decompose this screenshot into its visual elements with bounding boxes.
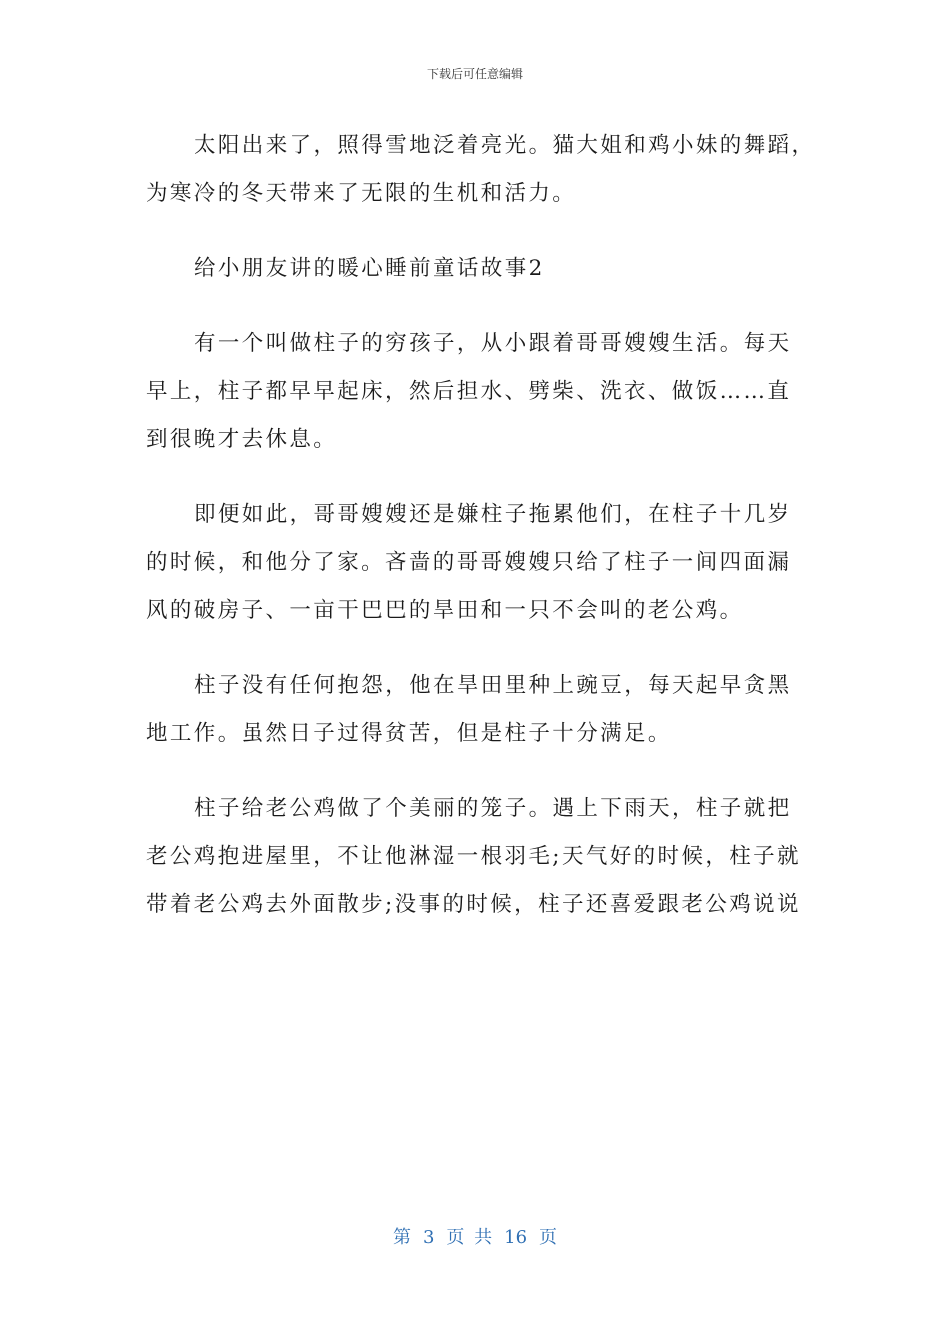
document-body <box>146 122 816 929</box>
text-line: 即便如此，哥哥嫂嫂还是嫌柱子拖累他们，在柱子十几岁 <box>194 502 792 527</box>
paragraph-4 <box>146 662 806 758</box>
text-line: 有一个叫做柱子的穷孩子，从小跟着哥哥嫂嫂生活。每天 <box>194 331 792 356</box>
page-label-middle: 页 共 <box>446 1227 493 1248</box>
paragraph-5 <box>146 785 806 929</box>
page-number: 3 <box>422 1227 435 1248</box>
text-line: 太阳出来了，照得雪地泛着亮光。猫大姐和鸡小妹的舞蹈， <box>194 133 816 158</box>
page-footer <box>0 1226 950 1250</box>
text-line: 的时候，和他分了家。吝啬的哥哥嫂嫂只给了柱子一间四面漏 <box>146 550 792 575</box>
section-title <box>146 245 806 293</box>
text-line: 带着老公鸡去外面散步;没事的时候，柱子还喜爱跟老公鸡说说 <box>146 892 801 917</box>
page-label-suffix: 页 <box>539 1227 558 1248</box>
paragraph-2 <box>146 320 806 464</box>
text-line: 早上，柱子都早早起床，然后担水、劈柴、洗衣、做饭……直 <box>146 379 792 404</box>
text-line: 到很晚才去休息。 <box>146 427 338 452</box>
total-pages: 16 <box>504 1227 528 1248</box>
text-line: 柱子给老公鸡做了个美丽的笼子。遇上下雨天，柱子就把 <box>194 796 792 821</box>
paragraph-3 <box>146 491 806 635</box>
text-line: 风的破房子、一亩干巴巴的旱田和一只不会叫的老公鸡。 <box>146 598 744 623</box>
text-line: 老公鸡抱进屋里，不让他淋湿一根羽毛;天气好的时候，柱子就 <box>146 844 801 869</box>
paragraph-1 <box>146 122 816 218</box>
page-label-prefix: 第 <box>392 1227 411 1248</box>
story-title: 给小朋友讲的暖心睡前童话故事2 <box>194 256 545 281</box>
text-line: 为寒冷的冬天带来了无限的生机和活力。 <box>146 181 577 206</box>
text-line: 柱子没有任何抱怨，他在旱田里种上豌豆，每天起早贪黑 <box>194 673 792 698</box>
header-note: 下载后可任意编辑 <box>426 67 523 81</box>
text-line: 地工作。虽然日子过得贫苦，但是柱子十分满足。 <box>146 721 672 746</box>
